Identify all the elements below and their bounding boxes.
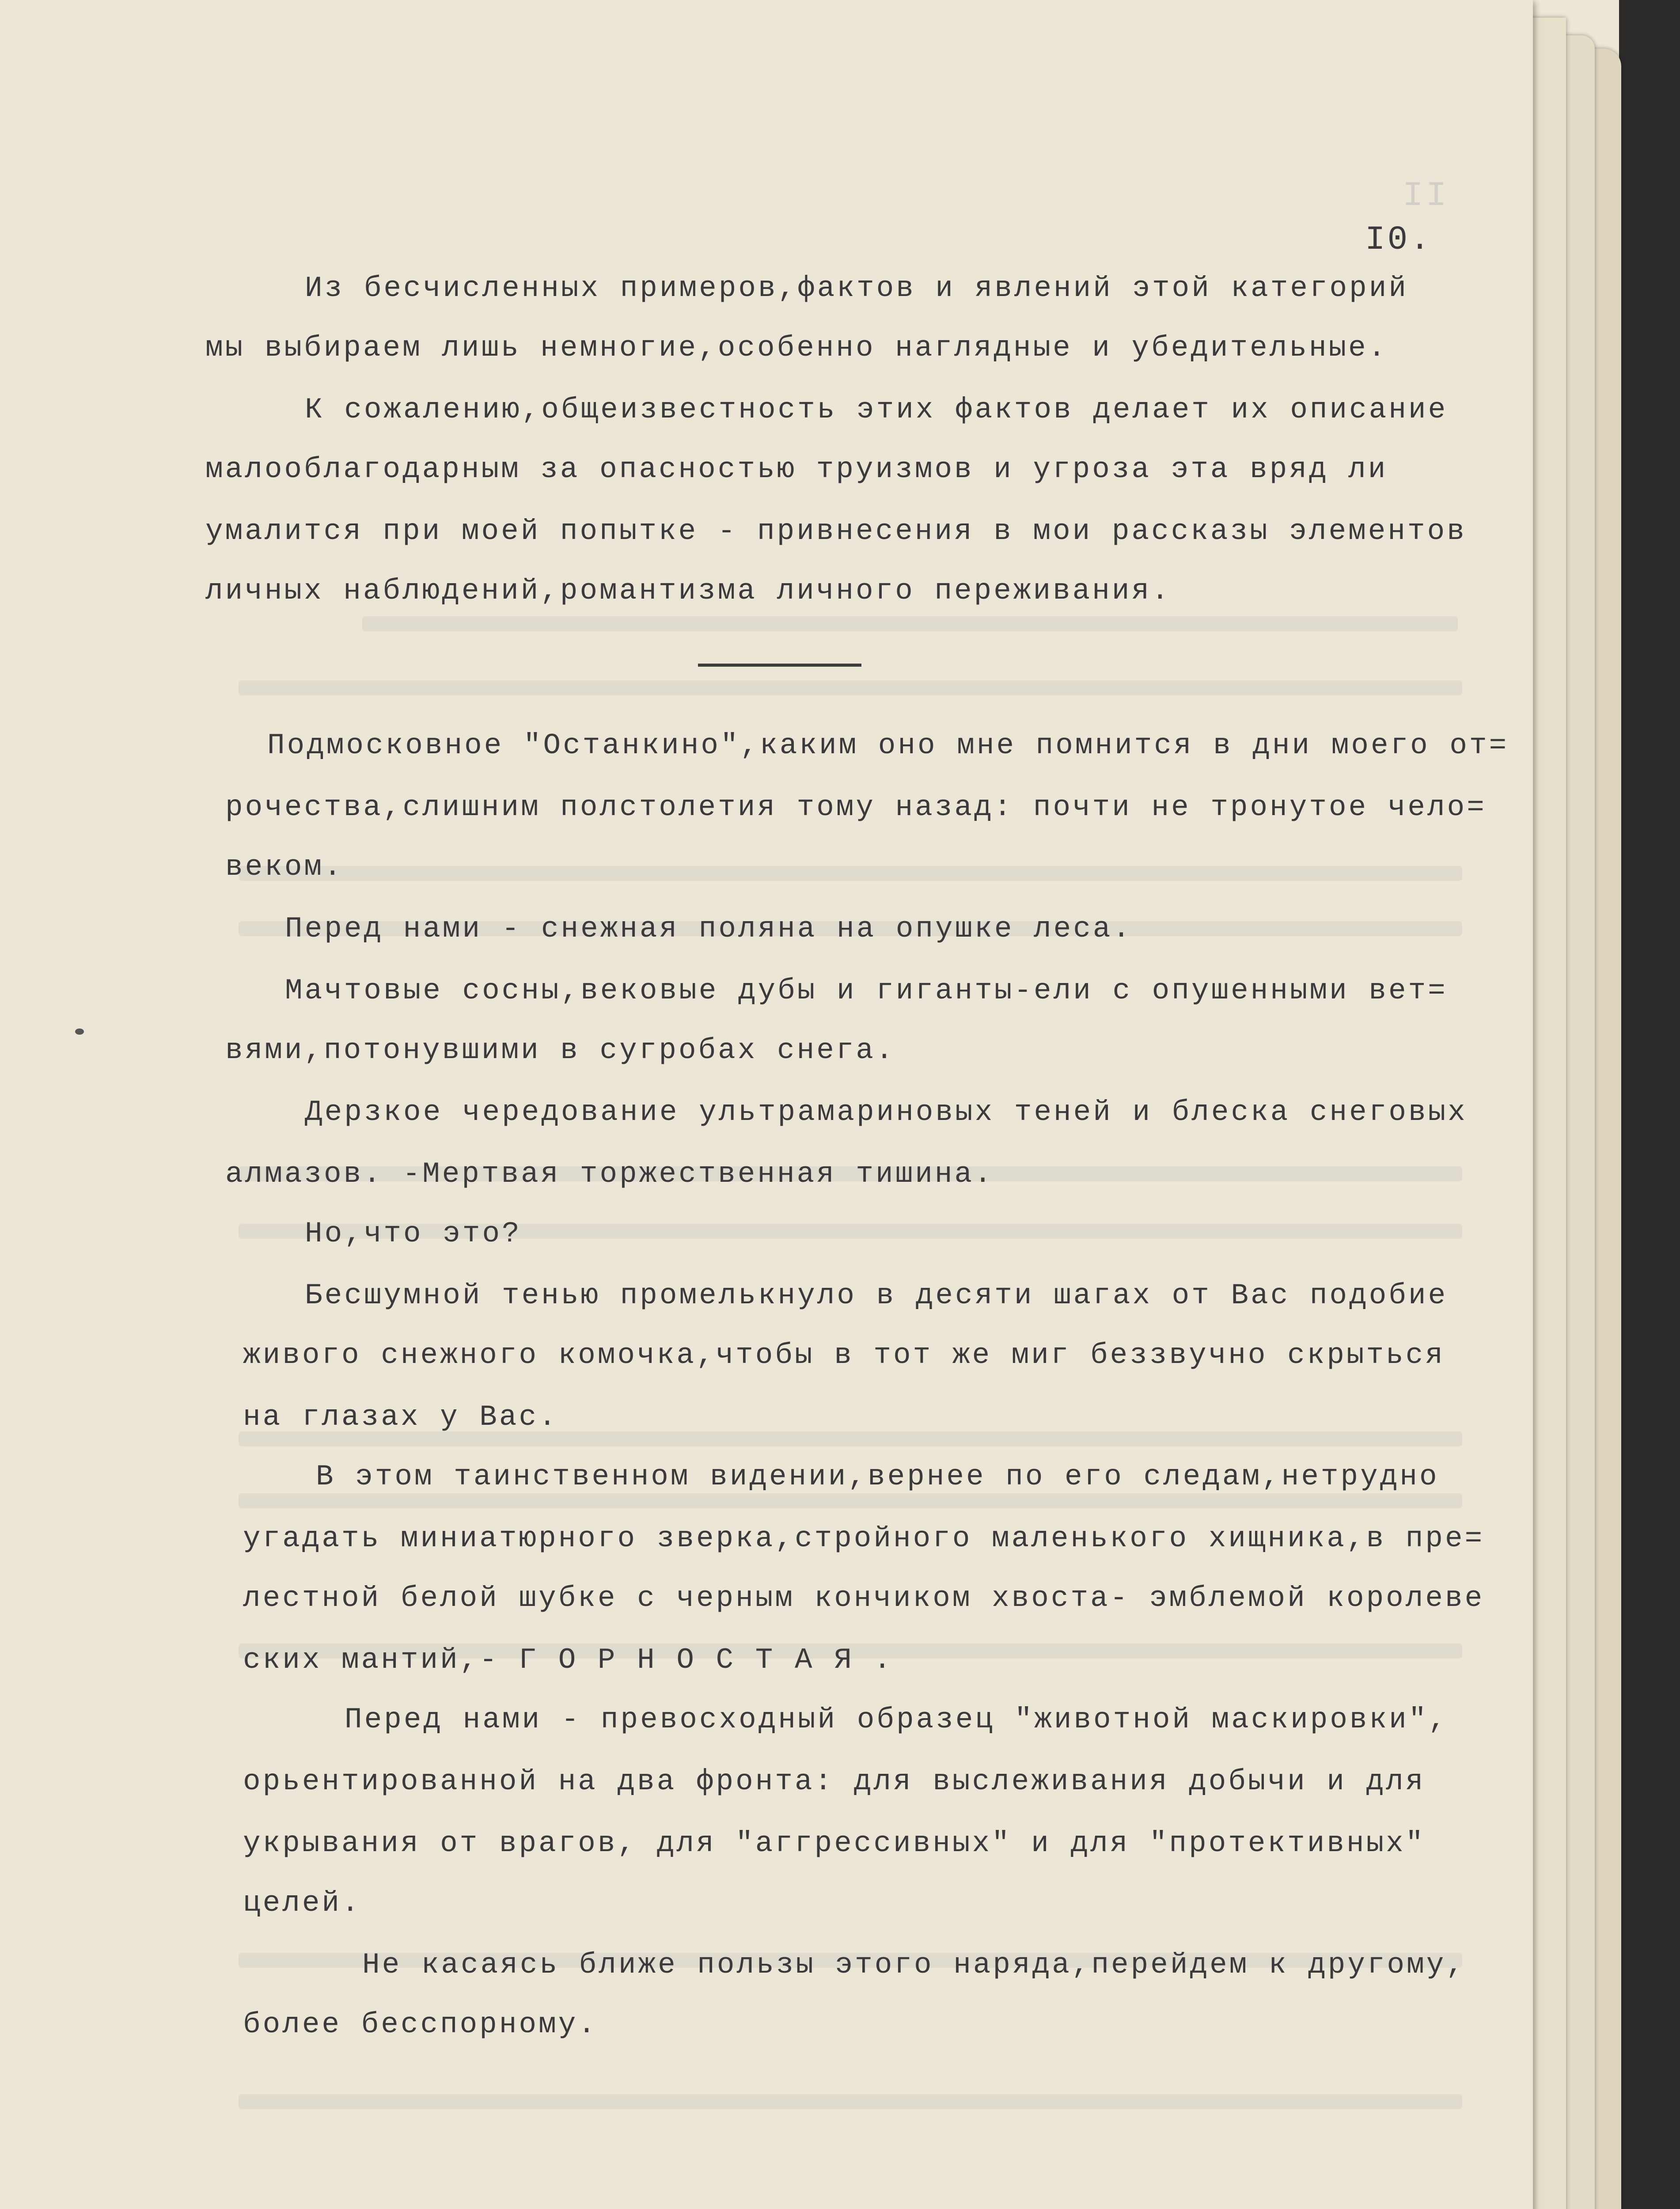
text-line: Подмосковное "Останкино",каким оно мне помнится в дни моего от= <box>267 729 1509 762</box>
text-line: орьентированной на два фронта: для выслеживания добычи и для <box>243 1765 1426 1798</box>
text-line: укрывания от врагов, для "аггрессивных" и для "протективных" <box>243 1827 1426 1860</box>
section-divider <box>698 664 861 667</box>
text-line: веком. <box>225 850 344 884</box>
text-line: Не касаясь ближе пользы этого наряда,перейдем к другому, <box>362 1948 1466 1981</box>
text-line: малооблагодарным за опасностью труизмов и угроза эта вряд ли <box>205 453 1388 486</box>
text-line: ских мантий,- Г О Р Н О С Т А Я . <box>243 1643 894 1677</box>
text-line: Мачтовые сосны,вековые дубы и гиганты-ели с опушенными вет= <box>285 974 1448 1007</box>
page-number: I0. <box>1365 221 1432 259</box>
text-line: на глазах у Вас. <box>243 1401 558 1434</box>
bleed-through-line <box>239 866 1462 881</box>
text-line: более бесспорному. <box>243 2008 598 2041</box>
text-line: вями,потонувшими в сугробах снега. <box>225 1034 895 1067</box>
bleed-through-line <box>362 616 1458 631</box>
ink-speck <box>75 1029 84 1035</box>
text-line: живого снежного комочка,чтобы в тот же миг беззвучно скрыться <box>243 1339 1445 1372</box>
text-line: В этом таинственном видении,вернее по его следам,нетрудно <box>316 1460 1439 1493</box>
text-line: Перед нами - снежная поляна на опушке леса. <box>285 912 1133 945</box>
text-line: лестной белой шубке с черным кончиком хвоста- эмблемой королеве <box>243 1582 1485 1615</box>
text-line: алмазов. -Мертвая торжественная тишина. <box>225 1158 994 1191</box>
text-line: угадать миниатюрного зверка,стройного маленького хищника,в пре= <box>243 1522 1485 1555</box>
bleed-through-page-number: II <box>1403 177 1449 216</box>
text-line: Перед нами - превосходный образец "животной маскировки", <box>345 1703 1448 1736</box>
text-line: рочества,слишним полстолетия тому назад: почти не тронутое чело= <box>225 791 1487 824</box>
text-line: целей. <box>243 1886 361 1920</box>
text-line: личных наблюдений,романтизма личного переживания. <box>205 574 1171 607</box>
text-line: умалится при моей попытке - привнесения в мои рассказы элементов <box>205 515 1467 548</box>
text-line: Дерзкое чередование ультрамариновых теней и блеска снеговых <box>305 1096 1468 1129</box>
bleed-through-line <box>239 1493 1462 1508</box>
text-line: Бесшумной тенью промелькнуло в десяти шагах от Вас подобие <box>305 1279 1448 1312</box>
text-line: Из бесчисленных примеров,фактов и явлений этой категорий <box>305 272 1408 305</box>
bleed-through-line <box>239 680 1462 695</box>
text-line: Но,что это? <box>305 1217 522 1250</box>
text-line: мы выбираем лишь немногие,особенно наглядные и убедительные. <box>205 331 1388 364</box>
bleed-through-line <box>239 2094 1462 2109</box>
backing-board <box>1619 0 1680 2209</box>
bleed-through-line <box>239 1431 1462 1446</box>
text-line: К сожалению,общеизвестность этих фактов делает их описание <box>305 393 1448 426</box>
